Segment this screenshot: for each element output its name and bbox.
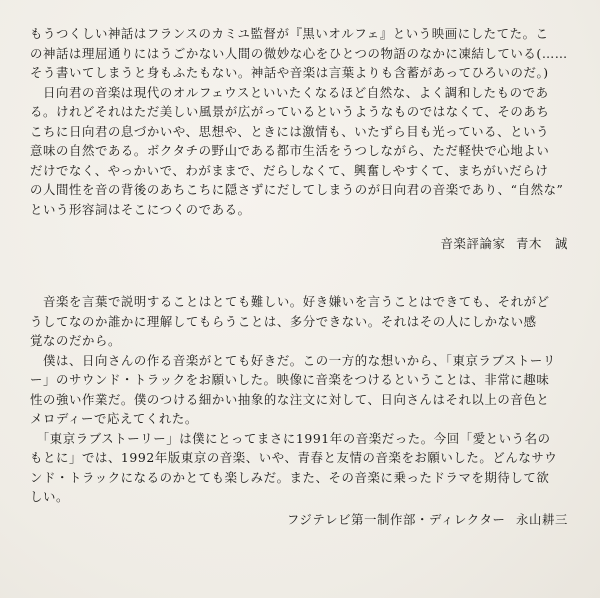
signature-title: 音楽評論家 <box>440 236 506 251</box>
essay-line: ンド・トラックになるのかとても楽しみだ。また、その音楽に乗ったドラマを期待して欲 <box>30 469 550 485</box>
essay-line: 「東京ラブストーリー」は僕にとってまさに1991年の音楽だった。今回「愛という名の <box>30 430 551 446</box>
signature-title: フジテレビ第一制作部・ディレクター <box>286 512 506 527</box>
essay-line: しい。 <box>30 489 69 504</box>
essay-line: こちに日向君の息づかいや、思想や、ときには激情も、いたずら目も光っている、という <box>30 123 550 139</box>
signature-name: 永山耕三 <box>516 512 568 527</box>
essay-line: ー」のサウンド・トラックをお願いした。映像に音楽をつけるということは、非常に趣味 <box>30 372 550 387</box>
signature-aoki <box>441 234 568 254</box>
essay-line: 僕は、日向さんの作る音楽がとても好きだ。この一方的な想いから、「東京ラブストーリ <box>30 352 556 368</box>
signature-name: 青木 誠 <box>516 236 568 251</box>
essay-line: 覚なのだから。 <box>30 333 121 348</box>
essay-line: の神話は理屈通りにはうごかない人間の微妙な心をひとつの物語のなかに凍結している(…… <box>30 45 568 61</box>
essay-line: 日向君の音楽は現代のオルフェウスといいたくなるほど自然な、よく調和したものであ <box>30 84 549 100</box>
essay-aoki <box>30 24 578 219</box>
essay-line: る。けれどそれはただ美しい風景が広がっているというようなものではなくて、そのあち <box>30 104 550 119</box>
essay-line: うしてなのか誰かに理解してもらうことは、多分できない。それはその人にしかない感 <box>30 313 537 329</box>
essay-line: メロディーで応えてくれた。 <box>30 411 198 426</box>
essay-line: もうつくしい神話はフランスのカミユ監督が『黒いオルフェ』という映画にしたてた。こ <box>30 26 549 41</box>
essay-line: もとに」では、1992年版東京の音楽、いや、青春と友情の音楽をお願いした。どんなサウ <box>30 450 558 465</box>
essay-line: だけでなく、やっかいで、わがままで、だらしなくて、興奮しやすくて、まちがいだらけ <box>30 162 549 178</box>
essay-line: 意味の自然である。ボクタチの野山である都市生活をうつしながら、ただ軽快で心地よい <box>30 143 550 158</box>
essay-line: という形容詞はそこにつくのである。 <box>30 201 251 217</box>
essay-line: 性の強い作業だ。僕のつける細かい抽象的な注文に対して、日向さんはそれ以上の音色と <box>30 391 550 407</box>
essay-line: そう書いてしまうと身もふたもない。神話や音楽は言葉よりも含蓄があってひろいのだ。) <box>30 65 549 80</box>
essay-nagayama <box>30 292 578 507</box>
essay-line: 音楽を言葉で説明することはとても難しい。好き嫌いを言うことはできても、それがど <box>30 294 550 309</box>
essay-line: の人間性を音の背後のあちこちに隠さずにだしてしまうのが日向君の音楽であり、“自然な” <box>30 182 564 197</box>
signature-nagayama <box>287 510 568 530</box>
